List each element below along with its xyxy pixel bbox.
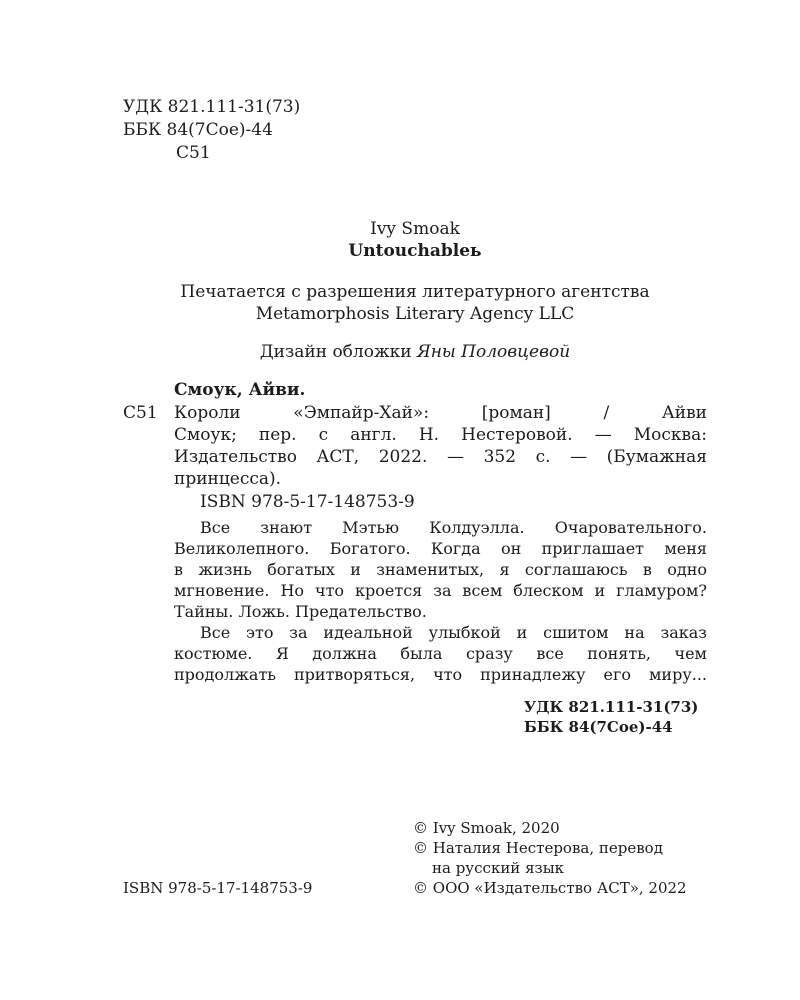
annotation-line-6: Все это за идеальной улыбкой и сшитом на заказ bbox=[200, 623, 707, 642]
cover-design-credit bbox=[0, 341, 800, 363]
bbk-code: ББК 84(7Сое)-44 bbox=[123, 120, 273, 140]
copyright-translator-cont: на русский язык bbox=[432, 859, 565, 877]
copyright-author: © Ivy Smoak, 2020 bbox=[413, 819, 560, 837]
annotation-line-8: продолжать притворяться, что принадлежу его миру... bbox=[174, 665, 707, 684]
catalog-line-3: Издательство АСТ, 2022. — 352 с. — (Бумажная bbox=[174, 447, 707, 467]
original-title: Untouchablеь bbox=[348, 241, 482, 261]
annotation-line-7: костюме. Я должна была сразу все понять, чем bbox=[174, 644, 707, 663]
license-line-2: Metamorphosis Literary Agency LLC bbox=[255, 304, 575, 324]
bottom-udk-code: УДК 821.111-31(73) bbox=[524, 698, 699, 716]
catalog-line-2: Смоук; пер. с англ. Н. Нестеровой. — Москва: bbox=[174, 425, 707, 445]
cover-design-prefix: Дизайн обложки bbox=[259, 342, 412, 362]
annotation-line-5: Тайны. Ложь. Предательство. bbox=[174, 602, 427, 621]
annotation-line-2: Великолепного. Богатого. Когда он приглашает меня bbox=[174, 539, 707, 558]
cover-design-name: Яны Половцевой bbox=[416, 342, 571, 362]
copyright-publisher: © ООО «Издательство АСТ», 2022 bbox=[413, 879, 687, 897]
udk-code: УДК 821.111-31(73) bbox=[123, 97, 301, 117]
catalog-heading: Смоук, Айви. bbox=[174, 380, 306, 400]
bottom-bbk-code: ББК 84(7Сое)-44 bbox=[524, 718, 673, 736]
bottom-isbn: ISBN 978-5-17-148753-9 bbox=[123, 879, 313, 897]
catalog-line-4: принцесса). bbox=[174, 469, 282, 489]
catalog-line-1: Короли «Эмпайр-Хай»: [роман] / Айви bbox=[174, 403, 707, 423]
catalog-mark: С51 bbox=[123, 403, 158, 423]
annotation-line-4: мгновение. Но что кроется за всем блеском и гламуром? bbox=[174, 581, 707, 600]
original-author: Ivy Smoak bbox=[370, 219, 460, 239]
annotation-line-3: в жизнь богатых и знаменитых, я соглашаюсь в одно bbox=[174, 560, 707, 579]
author-mark: С51 bbox=[176, 143, 211, 163]
annotation-line-1: Все знают Мэтью Колдуэлла. Очаровательного. bbox=[200, 518, 707, 537]
copyright-translator: © Наталия Нестерова, перевод bbox=[413, 839, 663, 857]
catalog-isbn: ISBN 978-5-17-148753-9 bbox=[200, 492, 415, 512]
license-line-1: Печатается с разрешения литературного агентства bbox=[180, 282, 650, 302]
